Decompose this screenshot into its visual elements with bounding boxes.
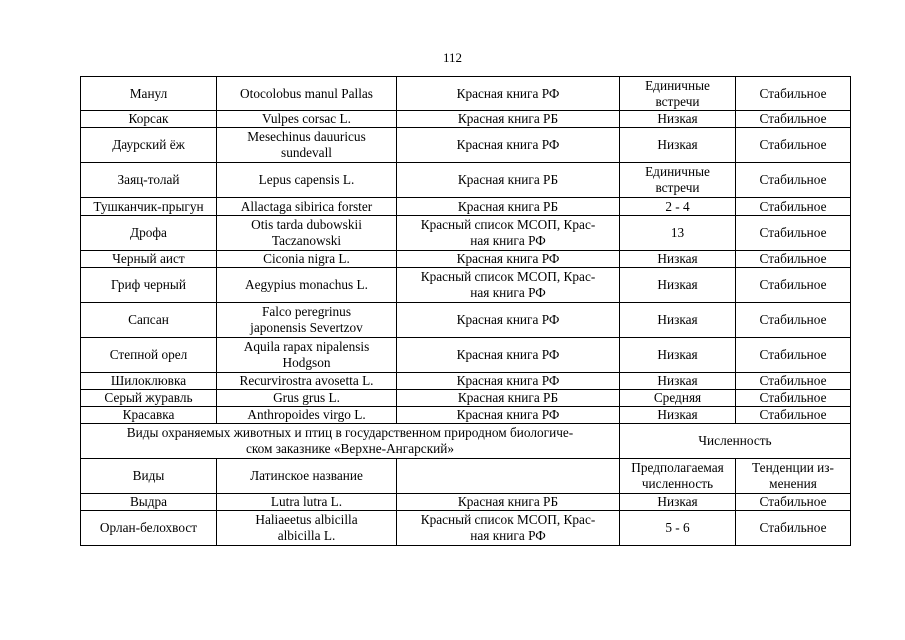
status-header — [397, 459, 620, 494]
status-cell: Красная книга РБ — [397, 198, 620, 216]
status-cell: Красная книга РФ — [397, 338, 620, 373]
estimated-abundance-header: Предполагаемая численность — [620, 459, 736, 494]
table-row — [81, 268, 851, 303]
species-cell: Сапсан — [81, 303, 217, 338]
trend-header: Тенденции из- менения — [736, 459, 851, 494]
latin-name-cell: Haliaeetus albicilla albicilla L. — [217, 511, 397, 546]
species-cell: Тушканчик-прыгун — [81, 198, 217, 216]
table-row — [81, 373, 851, 390]
abundance-cell: 13 — [620, 216, 736, 251]
abundance-cell: 2 - 4 — [620, 198, 736, 216]
latin-name-cell: Aegypius monachus L. — [217, 268, 397, 303]
latin-name-cell: Allactaga sibirica forster — [217, 198, 397, 216]
trend-cell: Стабильное — [736, 128, 851, 163]
section-title: Виды охраняемых животных и птиц в государственном природном биологиче- ском заказнике «Верхне-Ангарский» — [81, 424, 620, 459]
table-row — [81, 338, 851, 373]
abundance-header: Численность — [620, 424, 851, 459]
table-row — [81, 163, 851, 198]
species-cell: Корсак — [81, 111, 217, 128]
species-header: Виды — [81, 459, 217, 494]
latin-name-cell: Falco peregrinus japonensis Severtzov — [217, 303, 397, 338]
abundance-cell: Низкая — [620, 407, 736, 424]
status-cell: Красная книга РБ — [397, 494, 620, 511]
abundance-cell: 5 - 6 — [620, 511, 736, 546]
trend-cell: Стабильное — [736, 251, 851, 268]
latin-name-cell: Ciconia nigra L. — [217, 251, 397, 268]
species-cell: Черный аист — [81, 251, 217, 268]
trend-cell: Стабильное — [736, 163, 851, 198]
trend-cell: Стабильное — [736, 494, 851, 511]
latin-name-cell: Anthropoides virgo L. — [217, 407, 397, 424]
status-cell: Красная книга РБ — [397, 390, 620, 407]
trend-cell: Стабильное — [736, 407, 851, 424]
table-row — [81, 303, 851, 338]
table-row — [81, 511, 851, 546]
abundance-cell: Единичные встречи — [620, 163, 736, 198]
trend-cell: Стабильное — [736, 111, 851, 128]
latin-name-cell: Otocolobus manul Pallas — [217, 77, 397, 111]
table-row — [81, 128, 851, 163]
table-row — [81, 216, 851, 251]
latin-name-cell: Lutra lutra L. — [217, 494, 397, 511]
latin-name-cell: Otis tarda dubowskii Taczanowski — [217, 216, 397, 251]
species-cell: Гриф черный — [81, 268, 217, 303]
trend-cell: Стабильное — [736, 198, 851, 216]
trend-cell: Стабильное — [736, 390, 851, 407]
species-table — [80, 76, 851, 546]
abundance-cell: Низкая — [620, 128, 736, 163]
species-cell: Красавка — [81, 407, 217, 424]
abundance-cell: Низкая — [620, 494, 736, 511]
species-cell: Степной орел — [81, 338, 217, 373]
status-cell: Красная книга РФ — [397, 303, 620, 338]
status-cell: Красная книга РФ — [397, 251, 620, 268]
species-cell: Орлан-белохвост — [81, 511, 217, 546]
status-cell: Красная книга РБ — [397, 111, 620, 128]
species-cell: Заяц-толай — [81, 163, 217, 198]
section-header-row — [81, 424, 851, 459]
species-cell: Манул — [81, 77, 217, 111]
latin-name-cell: Mesechinus dauuricus sundevall — [217, 128, 397, 163]
status-cell: Красная книга РФ — [397, 373, 620, 390]
status-cell: Красная книга РФ — [397, 407, 620, 424]
species-cell: Серый журавль — [81, 390, 217, 407]
table-row — [81, 77, 851, 111]
latin-name-cell: Lepus capensis L. — [217, 163, 397, 198]
abundance-cell: Низкая — [620, 303, 736, 338]
latin-name-cell: Aquila rapax nipalensis Hodgson — [217, 338, 397, 373]
table-row — [81, 198, 851, 216]
status-cell: Красный список МСОП, Крас- ная книга РФ — [397, 268, 620, 303]
latin-name-cell: Grus grus L. — [217, 390, 397, 407]
trend-cell: Стабильное — [736, 77, 851, 111]
trend-cell: Стабильное — [736, 338, 851, 373]
status-cell: Красная книга РФ — [397, 77, 620, 111]
abundance-cell: Низкая — [620, 338, 736, 373]
table-row — [81, 407, 851, 424]
table-row — [81, 390, 851, 407]
status-cell: Красная книга РБ — [397, 163, 620, 198]
trend-cell: Стабильное — [736, 373, 851, 390]
abundance-cell: Средняя — [620, 390, 736, 407]
trend-cell: Стабильное — [736, 268, 851, 303]
table-row — [81, 251, 851, 268]
page-number: 112 — [442, 50, 463, 65]
species-cell: Дрофа — [81, 216, 217, 251]
latin-name-cell: Recurvirostra avosetta L. — [217, 373, 397, 390]
latin-name-cell: Vulpes corsac L. — [217, 111, 397, 128]
abundance-cell: Низкая — [620, 373, 736, 390]
status-cell: Красная книга РФ — [397, 128, 620, 163]
abundance-cell: Единичные встречи — [620, 77, 736, 111]
species-cell: Даурский ёж — [81, 128, 217, 163]
trend-cell: Стабильное — [736, 303, 851, 338]
abundance-cell: Низкая — [620, 268, 736, 303]
abundance-cell: Низкая — [620, 111, 736, 128]
trend-cell: Стабильное — [736, 216, 851, 251]
status-cell: Красный список МСОП, Крас- ная книга РФ — [397, 511, 620, 546]
table-row — [81, 111, 851, 128]
table-row — [81, 494, 851, 511]
trend-cell: Стабильное — [736, 511, 851, 546]
abundance-cell: Низкая — [620, 251, 736, 268]
species-cell: Шилоклювка — [81, 373, 217, 390]
column-header-row — [81, 459, 851, 494]
status-cell: Красный список МСОП, Крас- ная книга РФ — [397, 216, 620, 251]
species-cell: Выдра — [81, 494, 217, 511]
latin-name-header: Латинское название — [217, 459, 397, 494]
